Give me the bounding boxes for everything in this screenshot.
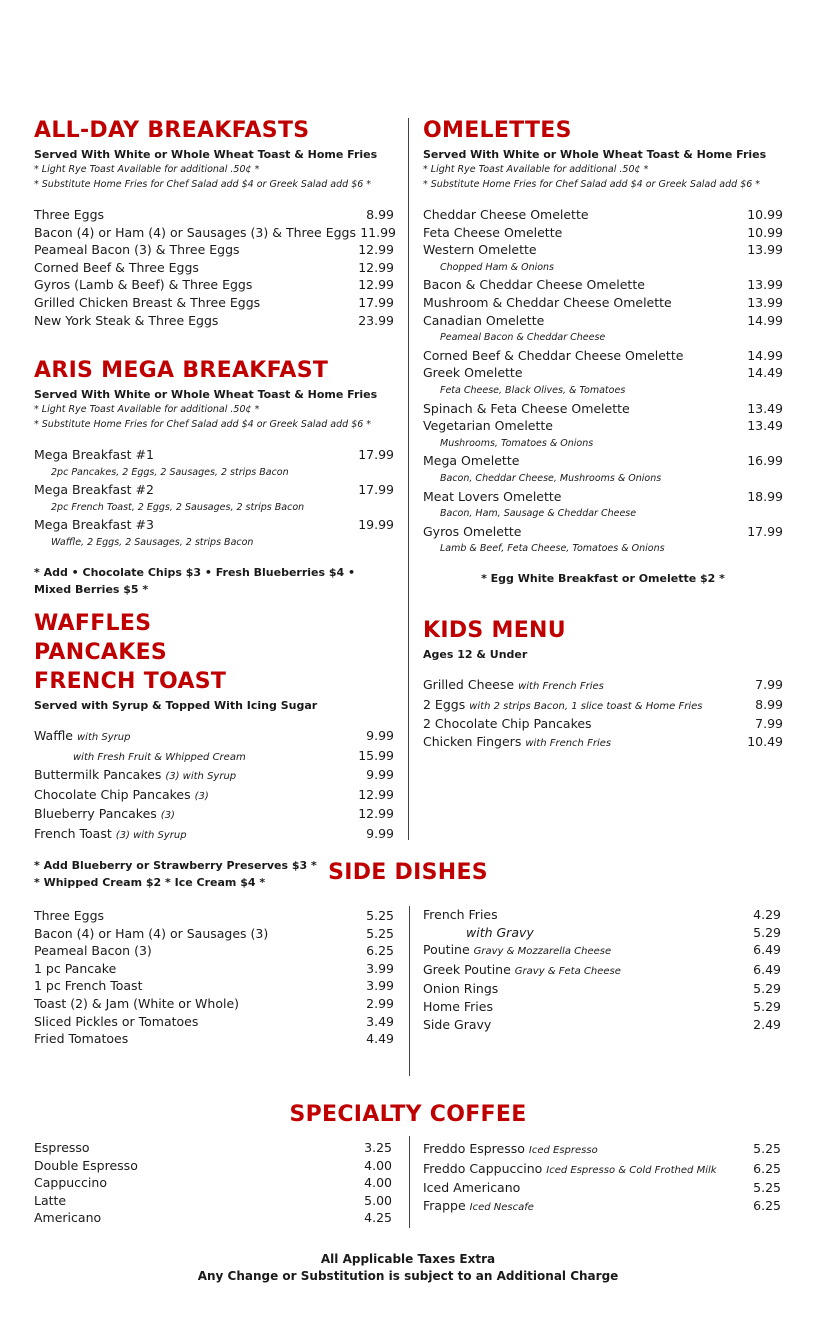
menu-item-name: Canadian Omelette bbox=[423, 312, 545, 328]
menu-item-label bbox=[34, 294, 260, 312]
menu-item-extra: with French Fries bbox=[518, 681, 604, 692]
menu-item-name: Buttermilk Pancakes bbox=[34, 767, 162, 783]
menu-item-price: 9.99 bbox=[366, 767, 394, 783]
menu-item-extra: (3) bbox=[160, 810, 175, 822]
menu-item bbox=[34, 1174, 392, 1192]
menu-item-name: Side Gravy bbox=[423, 1016, 492, 1032]
menu-item bbox=[423, 224, 783, 242]
menu-item bbox=[423, 452, 783, 470]
menu-item-description: Chopped Ham & Onions bbox=[440, 261, 555, 273]
breakfasts-note-salad: * Substitute Home Fries for Chef Salad add $4 or Greek Salad add $6 * bbox=[34, 179, 372, 190]
menu-item-price: 13.49 bbox=[747, 418, 783, 434]
menu-item-description: Bacon, Cheddar Cheese, Mushrooms & Onions bbox=[440, 472, 662, 484]
menu-item-label bbox=[34, 747, 246, 767]
menu-item bbox=[34, 995, 394, 1013]
menu-item bbox=[34, 925, 394, 943]
menu-item-description: Mushrooms, Tomatoes & Onions bbox=[440, 437, 594, 449]
menu-item-price: 4.25 bbox=[364, 1210, 392, 1226]
mega-addons: * Add • Chocolate Chips $3 • Fresh Blueberries $4 • Mixed Berries $5 * bbox=[34, 565, 356, 596]
menu-item-label bbox=[423, 980, 498, 998]
menu-item-label bbox=[423, 733, 611, 753]
menu-item-price: 3.99 bbox=[366, 978, 394, 994]
menu-item-price: 18.99 bbox=[747, 488, 783, 504]
menu-item-description: 2pc Pancakes, 2 Eggs, 2 Sausages, 2 strips Bacon bbox=[51, 466, 289, 478]
menu-item bbox=[34, 825, 394, 845]
preserves-addon: * Add Blueberry or Strawberry Preserves $3 * bbox=[34, 858, 317, 872]
menu-item-label bbox=[34, 825, 187, 845]
menu-item-price: 5.00 bbox=[364, 1192, 392, 1208]
sides-right-list bbox=[423, 906, 781, 1033]
menu-item bbox=[34, 942, 394, 960]
menu-item bbox=[423, 1160, 781, 1180]
mega-subtitle: Served With White or Whole Wheat Toast & Home Fries bbox=[34, 388, 378, 401]
menu-item bbox=[423, 312, 783, 330]
menu-item-price: 16.99 bbox=[747, 453, 783, 469]
egg-white-addon: * Egg White Breakfast or Omelette $2 * bbox=[481, 571, 725, 585]
menu-item-price: 19.99 bbox=[358, 517, 394, 533]
menu-item bbox=[423, 276, 783, 294]
menu-item bbox=[423, 1016, 781, 1034]
menu-item-label bbox=[423, 1179, 520, 1197]
omelettes-list bbox=[423, 206, 783, 558]
menu-item-price: 10.99 bbox=[747, 224, 783, 240]
menu-item-description: Feta Cheese, Black Olives, & Tomatoes bbox=[440, 384, 626, 396]
menu-item-label bbox=[34, 481, 154, 499]
coffee-left bbox=[34, 1139, 392, 1227]
menu-item-name: Freddo Cappuccino bbox=[423, 1160, 543, 1176]
menu-item-name: New York Steak & Three Eggs bbox=[34, 312, 219, 328]
menu-item-name: Frappe bbox=[423, 1197, 466, 1213]
menu-item-price: 3.49 bbox=[366, 1013, 394, 1029]
menu-item-name: Greek Omelette bbox=[423, 365, 523, 381]
menu-item-extra: Iced Espresso bbox=[528, 1145, 598, 1156]
menu-item-price: 14.49 bbox=[747, 365, 783, 381]
menu-item bbox=[423, 941, 781, 961]
menu-item-price: 12.99 bbox=[358, 259, 394, 275]
menu-item-price: 13.99 bbox=[747, 294, 783, 310]
menu-item-price: 4.49 bbox=[366, 1031, 394, 1047]
sides-left-list bbox=[34, 907, 394, 1048]
menu-item-price: 2.49 bbox=[753, 1016, 781, 1032]
menu-item-label bbox=[423, 1140, 598, 1160]
menu-item bbox=[423, 961, 781, 981]
menu-item-label bbox=[423, 364, 523, 382]
menu-item-label bbox=[34, 977, 142, 995]
menu-item-price: 6.49 bbox=[753, 942, 781, 958]
menu-item-extra: Gravy & Feta Cheese bbox=[514, 965, 621, 977]
menu-item-price: 17.99 bbox=[358, 482, 394, 498]
kids-title: KIDS MENU bbox=[423, 618, 566, 643]
menu-item bbox=[423, 733, 783, 753]
breakfasts-section bbox=[34, 116, 394, 329]
column-divider-coffee bbox=[409, 1136, 410, 1228]
menu-item-name: Mega Omelette bbox=[423, 453, 520, 469]
kids-subtitle: Ages 12 & Under bbox=[423, 648, 528, 661]
coffee-left-list bbox=[34, 1139, 392, 1227]
menu-item bbox=[34, 294, 394, 312]
menu-item-price: 17.99 bbox=[358, 447, 394, 462]
menu-item-label bbox=[34, 206, 104, 224]
menu-item-price: 7.99 bbox=[755, 677, 783, 692]
menu-item-name: Iced Americano bbox=[423, 1180, 521, 1196]
menu-item-price: 8.99 bbox=[755, 696, 783, 712]
menu-item-label bbox=[34, 805, 175, 825]
menu-item-price: 5.25 bbox=[753, 1141, 781, 1156]
menu-item-price: 23.99 bbox=[358, 312, 394, 328]
breakfasts-subtitle: Served With White or Whole Wheat Toast & Home Fries bbox=[34, 148, 378, 161]
menu-item-label bbox=[34, 942, 152, 960]
menu-item bbox=[423, 715, 783, 733]
menu-item-label bbox=[423, 276, 645, 294]
menu-item-extra: with Gravy bbox=[466, 924, 534, 940]
menu-item-label bbox=[34, 1192, 66, 1210]
menu-item-label bbox=[423, 452, 519, 470]
menu-item-label bbox=[423, 241, 537, 259]
omelettes-subtitle: Served With White or Whole Wheat Toast & Home Fries bbox=[423, 148, 767, 161]
menu-item bbox=[34, 446, 394, 464]
menu-item bbox=[34, 224, 394, 242]
menu-item-label bbox=[34, 312, 218, 330]
menu-item-label bbox=[423, 715, 592, 733]
menu-item-description: Peameal Bacon & Cheddar Cheese bbox=[440, 332, 606, 344]
menu-item-label bbox=[34, 925, 268, 943]
menu-item-name: Gyros (Lamb & Beef) & Three Eggs bbox=[34, 277, 253, 293]
mega-list bbox=[34, 446, 394, 552]
menu-item-name: Americano bbox=[34, 1210, 102, 1226]
menu-item-price: 12.99 bbox=[358, 277, 394, 293]
menu-item-label bbox=[423, 347, 683, 365]
menu-item-extra: (3) with Syrup bbox=[115, 829, 187, 841]
menu-item-price: 9.99 bbox=[366, 825, 394, 841]
menu-item-name: Waffle bbox=[34, 728, 73, 743]
menu-item bbox=[34, 960, 394, 978]
coffee-title: SPECIALTY COFFEE bbox=[289, 1102, 527, 1127]
menu-item bbox=[34, 786, 394, 806]
menu-item-price: 10.99 bbox=[747, 207, 783, 222]
menu-item-name: Bacon & Cheddar Cheese Omelette bbox=[423, 277, 645, 293]
menu-item-name: Three Eggs bbox=[34, 207, 105, 222]
menu-item-price: 13.99 bbox=[747, 277, 783, 293]
menu-item bbox=[34, 977, 394, 995]
menu-item-label bbox=[34, 516, 154, 534]
menu-item-price: 6.49 bbox=[753, 961, 781, 977]
menu-item-price: 8.99 bbox=[366, 207, 394, 222]
menu-item-price: 6.25 bbox=[753, 1160, 781, 1176]
menu-item-label bbox=[423, 1197, 534, 1217]
menu-item-name: Three Eggs bbox=[34, 908, 105, 923]
menu-item bbox=[423, 906, 781, 924]
menu-item-name: Onion Rings bbox=[423, 981, 499, 997]
menu-item-name: Freddo Espresso bbox=[423, 1141, 525, 1156]
menu-item bbox=[423, 998, 781, 1016]
menu-item-label bbox=[423, 1160, 717, 1180]
menu-item-price: 10.49 bbox=[747, 733, 783, 749]
menu-item-extra: Iced Nescafe bbox=[469, 1201, 534, 1213]
menu-item-price: 7.99 bbox=[755, 716, 783, 732]
menu-item-name: Grilled Chicken Breast & Three Eggs bbox=[34, 294, 261, 310]
menu-item-name: Western Omelette bbox=[423, 242, 537, 258]
omelettes-note-salad: * Substitute Home Fries for Chef Salad add $4 or Greek Salad add $6 * bbox=[423, 179, 761, 190]
menu-item-label bbox=[423, 906, 498, 924]
menu-item-name: Peameal Bacon (3) bbox=[34, 943, 152, 959]
waffles-title: WAFFLES bbox=[34, 611, 152, 636]
menu-item-label bbox=[423, 941, 611, 961]
menu-item-price: 4.00 bbox=[364, 1157, 392, 1173]
sides-left bbox=[34, 907, 394, 1048]
breakfasts-title: ALL-DAY BREAKFASTS bbox=[34, 118, 310, 143]
menu-item-name: Corned Beef & Three Eggs bbox=[34, 259, 199, 275]
menu-item-name: Corned Beef & Cheddar Cheese Omelette bbox=[423, 347, 684, 363]
menu-item-name: Gyros Omelette bbox=[423, 523, 522, 539]
column-divider-sides bbox=[409, 906, 410, 1076]
mega-section bbox=[34, 356, 394, 598]
menu-item-name: Bacon (4) or Ham (4) or Sausages (3) & Three Eggs bbox=[34, 224, 356, 240]
menu-item-extra: with 2 strips Bacon, 1 slice toast & Home Fries bbox=[469, 700, 703, 712]
menu-item-price: 13.99 bbox=[747, 242, 783, 258]
menu-item-label bbox=[423, 523, 521, 541]
menu-item-price: 4.00 bbox=[364, 1175, 392, 1191]
menu-item bbox=[34, 747, 394, 767]
menu-item bbox=[423, 924, 781, 942]
menu-item-price: 3.99 bbox=[366, 960, 394, 976]
menu-item-label bbox=[34, 1013, 198, 1031]
menu-item-label bbox=[423, 696, 703, 716]
footer-taxes: All Applicable Taxes Extra bbox=[320, 1252, 496, 1266]
menu-item-price: 12.99 bbox=[358, 786, 394, 802]
menu-item-price: 5.25 bbox=[366, 925, 394, 941]
menu-item-label bbox=[34, 1157, 138, 1175]
menu-item-name: Espresso bbox=[34, 1140, 90, 1155]
menu-item bbox=[423, 364, 783, 382]
menu-item-label bbox=[423, 961, 621, 981]
menu-item-name: Cheddar Cheese Omelette bbox=[423, 207, 589, 222]
menu-item-name: Chocolate Chip Pancakes bbox=[34, 786, 191, 802]
pancakes-title: PANCAKES bbox=[34, 640, 168, 665]
menu-item bbox=[34, 481, 394, 499]
coffee-right bbox=[423, 1140, 781, 1216]
menu-item-price: 6.25 bbox=[753, 1197, 781, 1213]
menu-item bbox=[423, 1140, 781, 1160]
menu-item-price: 12.99 bbox=[358, 242, 394, 258]
menu-item-price: 5.29 bbox=[753, 998, 781, 1014]
menu-item-extra: with Syrup bbox=[76, 732, 131, 743]
menu-item bbox=[423, 241, 783, 259]
menu-item-price: 5.29 bbox=[753, 924, 781, 940]
menu-item-name: Mega Breakfast #1 bbox=[34, 447, 154, 462]
waffles-section bbox=[34, 609, 394, 891]
menu-item bbox=[423, 523, 783, 541]
menu-item bbox=[423, 400, 783, 418]
waffles-list bbox=[34, 727, 394, 845]
menu-item-label bbox=[34, 786, 209, 806]
menu-item-label bbox=[423, 1016, 491, 1034]
menu-item-name: 1 pc Pancake bbox=[34, 960, 117, 976]
menu-item-name: 1 pc French Toast bbox=[34, 978, 143, 994]
menu-item-name: 2 Eggs bbox=[423, 696, 466, 712]
kids-list bbox=[423, 676, 783, 752]
menu-item-name: Chicken Fingers bbox=[423, 733, 522, 749]
menu-item-label bbox=[423, 224, 562, 242]
menu-item-extra: Gravy & Mozzarella Cheese bbox=[473, 946, 612, 958]
menu-item-description: Lamb & Beef, Feta Cheese, Tomatoes & Onions bbox=[440, 543, 665, 555]
menu-item-price: 15.99 bbox=[358, 747, 394, 763]
coffee-right-list bbox=[423, 1140, 781, 1216]
menu-item-label bbox=[423, 312, 544, 330]
menu-item-name: Vegetarian Omelette bbox=[423, 418, 553, 434]
footer-substitution: Any Change or Substitution is subject to an Additional Charge bbox=[197, 1269, 619, 1283]
menu-item-label bbox=[34, 241, 240, 259]
menu-item-label bbox=[34, 224, 356, 242]
menu-item-label bbox=[423, 294, 672, 312]
menu-item-name: Cappuccino bbox=[34, 1175, 107, 1191]
menu-item-extra: (3) bbox=[194, 790, 209, 802]
menu-item bbox=[34, 241, 394, 259]
menu-item-extra: with French Fries bbox=[525, 737, 612, 749]
menu-item-name: Fried Tomatoes bbox=[34, 1031, 129, 1047]
menu-item-price: 4.29 bbox=[753, 907, 781, 922]
mega-note-rye: * Light Rye Toast Available for additional .50¢ * bbox=[34, 404, 260, 415]
menu-item bbox=[34, 1157, 392, 1175]
menu-item-price: 9.99 bbox=[366, 728, 394, 743]
omelettes-section bbox=[423, 116, 783, 587]
menu-item-price: 11.99 bbox=[360, 224, 396, 240]
mega-title: ARIS MEGA BREAKFAST bbox=[34, 358, 329, 383]
menu-item-label bbox=[34, 1139, 90, 1157]
menu-item-label bbox=[34, 1030, 128, 1048]
menu-item-name: 2 Chocolate Chip Pancakes bbox=[423, 716, 592, 732]
menu-item-extra: with Fresh Fruit & Whipped Cream bbox=[73, 751, 246, 763]
menu-item-name: Feta Cheese Omelette bbox=[423, 224, 563, 240]
menu-item bbox=[34, 1209, 392, 1227]
menu-item-label bbox=[34, 1209, 101, 1227]
menu-item bbox=[34, 312, 394, 330]
breakfasts-note-rye: * Light Rye Toast Available for additional .50¢ * bbox=[34, 164, 260, 175]
menu-item bbox=[34, 259, 394, 277]
menu-item-name: Double Espresso bbox=[34, 1157, 138, 1173]
menu-item-name: Latte bbox=[34, 1192, 67, 1208]
menu-item-label bbox=[34, 1174, 107, 1192]
menu-item-extra: (3) with Syrup bbox=[165, 771, 237, 783]
menu-item bbox=[34, 516, 394, 534]
menu-item-label bbox=[423, 998, 493, 1016]
menu-item-name: Mega Breakfast #2 bbox=[34, 482, 154, 498]
menu-item bbox=[423, 206, 783, 224]
menu-item-price: 3.25 bbox=[364, 1140, 392, 1155]
omelettes-title: OMELETTES bbox=[423, 118, 572, 143]
menu-item bbox=[34, 206, 394, 224]
french-toast-title: FRENCH TOAST bbox=[34, 669, 227, 694]
menu-item-price: 5.29 bbox=[753, 981, 781, 997]
menu-item-label bbox=[423, 488, 561, 506]
menu-item bbox=[34, 907, 394, 925]
menu-item-description: Waffle, 2 Eggs, 2 Sausages, 2 strips Bacon bbox=[51, 536, 254, 548]
menu-item-price: 17.99 bbox=[747, 523, 783, 539]
menu-item bbox=[423, 417, 783, 435]
menu-item-name: Spinach & Feta Cheese Omelette bbox=[423, 400, 630, 416]
menu-item bbox=[34, 1139, 392, 1157]
sides-right bbox=[423, 906, 781, 1033]
menu-item bbox=[423, 347, 783, 365]
menu-item-price: 13.49 bbox=[747, 400, 783, 416]
sides-title: SIDE DISHES bbox=[328, 860, 488, 885]
menu-item-price: 6.25 bbox=[366, 943, 394, 959]
menu-item bbox=[423, 488, 783, 506]
menu-item-label bbox=[34, 907, 104, 925]
menu-item-label bbox=[34, 766, 236, 786]
menu-item-name: Home Fries bbox=[423, 998, 493, 1014]
mega-note-salad: * Substitute Home Fries for Chef Salad add $4 or Greek Salad add $6 * bbox=[34, 419, 372, 430]
menu-item bbox=[423, 1197, 781, 1217]
breakfasts-list bbox=[34, 206, 394, 329]
menu-item-name: Toast (2) & Jam (White or Whole) bbox=[34, 995, 240, 1011]
kids-section bbox=[423, 616, 783, 752]
menu-item-label bbox=[423, 924, 534, 942]
menu-item-price: 14.99 bbox=[747, 347, 783, 363]
menu-item-extra: Iced Espresso & Cold Frothed Milk bbox=[546, 1164, 717, 1176]
menu-item-label bbox=[34, 259, 199, 277]
menu-item-description: Bacon, Ham, Sausage & Cheddar Cheese bbox=[440, 508, 637, 520]
menu-item-name: Mushroom & Cheddar Cheese Omelette bbox=[423, 294, 672, 310]
menu-item-name: Blueberry Pancakes bbox=[34, 806, 157, 822]
menu-item-name: French Fries bbox=[423, 907, 498, 922]
menu-item bbox=[34, 276, 394, 294]
menu-item-label bbox=[34, 446, 154, 464]
menu-item bbox=[423, 696, 783, 716]
menu-item-name: Bacon (4) or Ham (4) or Sausages (3) bbox=[34, 925, 269, 941]
menu-item bbox=[423, 1179, 781, 1197]
menu-item bbox=[34, 1192, 392, 1210]
menu-item-label bbox=[34, 995, 239, 1013]
menu-item-name: Peameal Bacon (3) & Three Eggs bbox=[34, 242, 240, 258]
menu-item-name: Meat Lovers Omelette bbox=[423, 488, 562, 504]
menu-item-price: 5.25 bbox=[753, 1180, 781, 1196]
menu-item bbox=[34, 1013, 394, 1031]
menu-item-price: 2.99 bbox=[366, 995, 394, 1011]
whipped-cream-addon: * Whipped Cream $2 * Ice Cream $4 * bbox=[34, 875, 266, 889]
menu-item bbox=[34, 727, 394, 747]
menu-item-price: 14.99 bbox=[747, 312, 783, 328]
menu-item-label bbox=[34, 276, 252, 294]
menu-item-label bbox=[34, 727, 130, 747]
menu-item-description: 2pc French Toast, 2 Eggs, 2 Sausages, 2 strips Bacon bbox=[51, 501, 305, 513]
menu-item bbox=[34, 805, 394, 825]
menu-item-price: 17.99 bbox=[358, 294, 394, 310]
menu-item-label bbox=[34, 960, 116, 978]
menu-item-label bbox=[423, 400, 630, 418]
menu-item-name: Poutine bbox=[423, 942, 470, 958]
menu-item bbox=[423, 676, 783, 696]
menu-item-label bbox=[423, 206, 589, 224]
menu-item-name: Sliced Pickles or Tomatoes bbox=[34, 1013, 199, 1029]
waffles-subtitle: Served with Syrup & Topped With Icing Sugar bbox=[34, 699, 318, 712]
menu-item bbox=[34, 1030, 394, 1048]
menu-item-label bbox=[423, 676, 604, 696]
menu-item-price: 5.25 bbox=[366, 908, 394, 923]
omelettes-note-rye: * Light Rye Toast Available for additional .50¢ * bbox=[423, 164, 649, 175]
menu-item bbox=[423, 294, 783, 312]
menu-item-name: Greek Poutine bbox=[423, 961, 511, 977]
menu-item-name: French Toast bbox=[34, 825, 112, 841]
menu-item-name: Mega Breakfast #3 bbox=[34, 517, 154, 533]
column-divider-top bbox=[408, 118, 409, 840]
menu-item bbox=[423, 980, 781, 998]
menu-item-name: Grilled Cheese bbox=[423, 677, 515, 692]
menu-item bbox=[34, 766, 394, 786]
menu-item-price: 12.99 bbox=[358, 806, 394, 822]
menu-item-label bbox=[423, 417, 553, 435]
